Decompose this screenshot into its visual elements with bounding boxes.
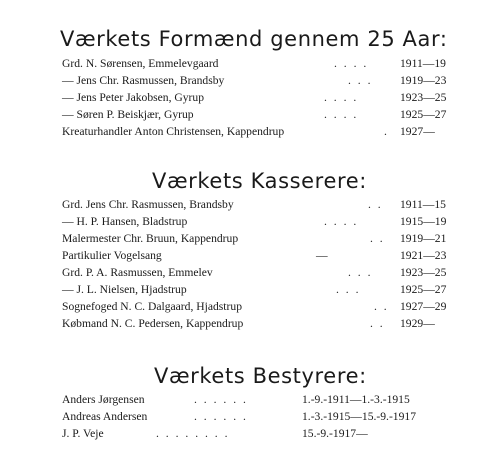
entry-name: Købmand N. C. Pedersen, Kappendrup: [62, 317, 244, 330]
dot-leader: . .: [370, 317, 385, 330]
entry-name: J. P. Veje: [62, 427, 104, 440]
list-item: [62, 124, 462, 139]
section-heading-formaend: Værkets Formænd gennem 25 Aar:: [60, 27, 448, 51]
entry-name: Grd. N. Sørensen, Emmelevgaard: [62, 57, 219, 70]
entry-years: 1927—29: [400, 300, 447, 313]
list-item: [62, 265, 462, 280]
section-heading-kasserere: Værkets Kasserere:: [152, 169, 367, 193]
dot-leader: . . . .: [324, 215, 359, 228]
dot-leader: . . .: [336, 283, 361, 296]
entry-years: 1929—: [400, 317, 435, 330]
entry-name: Anders Jørgensen: [62, 393, 145, 406]
list-item: [62, 409, 472, 424]
list-item: [62, 248, 462, 263]
dot-leader: . . .: [348, 266, 373, 279]
entry-name: Malermester Chr. Bruun, Kappendrup: [62, 232, 239, 245]
entry-name: — H. P. Hansen, Bladstrup: [62, 215, 188, 228]
dot-leader: . . .: [348, 74, 373, 87]
dot-leader: . .: [370, 232, 385, 245]
list-item: [62, 299, 462, 314]
entry-name: — J. L. Nielsen, Hjadstrup: [62, 283, 187, 296]
dot-leader: . . . . . . . .: [156, 427, 230, 440]
entry-name: Sognefoged N. C. Dalgaard, Hjadstrup: [62, 300, 242, 313]
entry-years: 1.-3.-1915—15.-9.-1917: [302, 410, 416, 423]
dot-leader: . .: [368, 198, 383, 211]
entry-years: 1911—19: [400, 57, 446, 70]
entry-years: 15.-9.-1917—: [302, 427, 368, 440]
entry-years: 1.-9.-1911—1.-3.-1915: [302, 393, 410, 406]
entry-name: Partikulier Vogelsang: [62, 249, 162, 262]
entry-name: — Søren P. Beiskjær, Gyrup: [62, 108, 194, 121]
list-item: [62, 73, 462, 88]
section-heading-bestyrere: Værkets Bestyrere:: [154, 364, 367, 388]
entry-years: 1919—21: [400, 232, 447, 245]
entry-years: 1923—25: [400, 266, 447, 279]
entry-years: 1927—: [400, 125, 435, 138]
dot-leader: . . . .: [334, 57, 369, 70]
entry-name: Grd. P. A. Rasmussen, Emmelev: [62, 266, 213, 279]
entry-years: 1919—23: [400, 74, 447, 87]
list-item: [62, 56, 462, 71]
list-item: [62, 107, 462, 122]
list-item: [62, 197, 462, 212]
dot-leader: . . . .: [324, 91, 359, 104]
entry-name: — Jens Peter Jakobsen, Gyrup: [62, 91, 205, 104]
entry-name: Kreaturhandler Anton Christensen, Kappendrup: [62, 125, 285, 138]
list-item: [62, 426, 472, 441]
entry-years: 1921—23: [400, 249, 447, 262]
list-item: [62, 282, 462, 297]
entry-years: 1915—19: [400, 215, 447, 228]
list-item: [62, 392, 472, 407]
entry-name: Andreas Andersen: [62, 410, 148, 423]
entry-years: 1925—27: [400, 283, 447, 296]
list-item: [62, 231, 462, 246]
entry-name: Grd. Jens Chr. Rasmussen, Brandsby: [62, 198, 234, 211]
entry-name: — Jens Chr. Rasmussen, Brandsby: [62, 74, 225, 87]
dot-leader: .: [384, 125, 389, 138]
entry-years: 1923—25: [400, 91, 447, 104]
list-item: [62, 316, 462, 331]
dot-leader: . .: [374, 300, 389, 313]
list-item: [62, 214, 462, 229]
dot-leader: . . . . . .: [194, 410, 248, 423]
dash-leader: —: [316, 249, 328, 262]
entry-years: 1911—15: [400, 198, 446, 211]
dot-leader: . . . .: [324, 108, 359, 121]
entry-years: 1925—27: [400, 108, 447, 121]
list-item: [62, 90, 462, 105]
dot-leader: . . . . . .: [194, 393, 248, 406]
